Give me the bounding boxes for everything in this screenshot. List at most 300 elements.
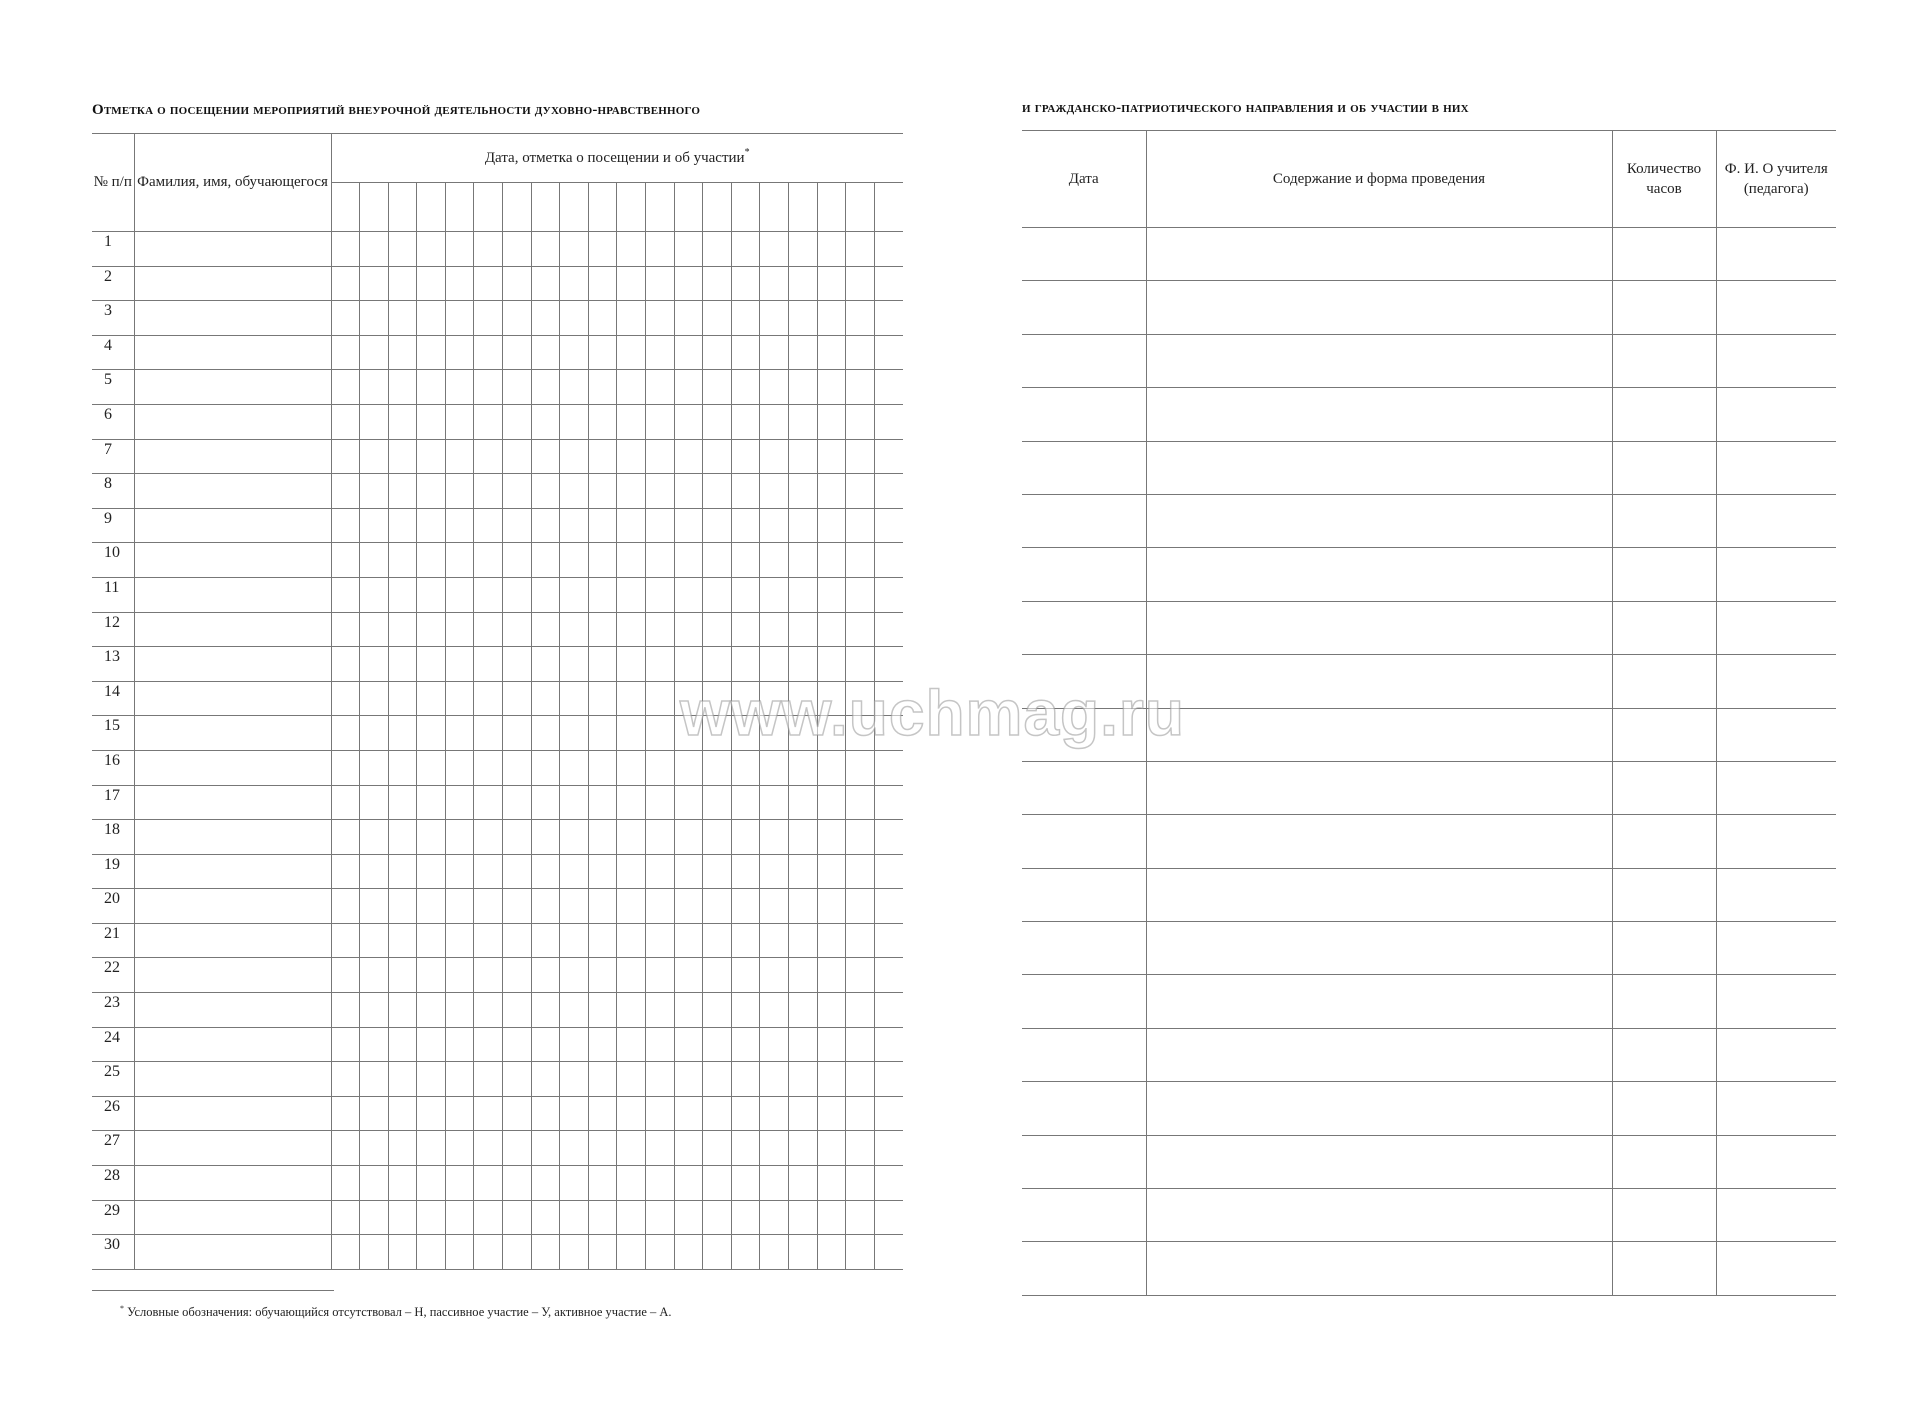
attendance-mark-cell[interactable] <box>846 1062 875 1097</box>
attendance-mark-cell[interactable] <box>503 681 532 716</box>
student-name-cell[interactable] <box>134 647 331 682</box>
student-name-cell[interactable] <box>134 612 331 647</box>
attendance-mark-cell[interactable] <box>874 439 903 474</box>
teacher-cell[interactable] <box>1716 1028 1836 1081</box>
date-cell[interactable] <box>1022 494 1146 547</box>
attendance-mark-cell[interactable] <box>674 889 703 924</box>
student-name-cell[interactable] <box>134 889 331 924</box>
attendance-mark-cell[interactable] <box>531 1235 560 1270</box>
attendance-mark-cell[interactable] <box>731 232 760 267</box>
attendance-mark-cell[interactable] <box>531 958 560 993</box>
attendance-mark-cell[interactable] <box>874 1027 903 1062</box>
attendance-mark-cell[interactable] <box>817 681 846 716</box>
attendance-mark-cell[interactable] <box>674 1131 703 1166</box>
attendance-mark-cell[interactable] <box>674 647 703 682</box>
attendance-mark-cell[interactable] <box>646 577 675 612</box>
attendance-mark-cell[interactable] <box>646 681 675 716</box>
attendance-mark-cell[interactable] <box>360 750 389 785</box>
date-cell[interactable] <box>1022 1082 1146 1135</box>
attendance-mark-cell[interactable] <box>874 404 903 439</box>
attendance-mark-cell[interactable] <box>646 1062 675 1097</box>
content-cell[interactable] <box>1146 761 1612 814</box>
attendance-mark-cell[interactable] <box>874 543 903 578</box>
attendance-mark-cell[interactable] <box>331 232 360 267</box>
attendance-mark-cell[interactable] <box>360 854 389 889</box>
attendance-mark-cell[interactable] <box>760 750 789 785</box>
attendance-mark-cell[interactable] <box>531 404 560 439</box>
attendance-mark-cell[interactable] <box>331 1200 360 1235</box>
attendance-mark-cell[interactable] <box>445 439 474 474</box>
attendance-mark-cell[interactable] <box>388 1096 417 1131</box>
attendance-mark-cell[interactable] <box>731 1166 760 1201</box>
attendance-mark-cell[interactable] <box>703 785 732 820</box>
attendance-mark-cell[interactable] <box>388 335 417 370</box>
attendance-mark-cell[interactable] <box>617 923 646 958</box>
attendance-mark-cell[interactable] <box>588 889 617 924</box>
attendance-mark-cell[interactable] <box>874 612 903 647</box>
attendance-mark-cell[interactable] <box>388 750 417 785</box>
attendance-mark-cell[interactable] <box>789 1062 818 1097</box>
attendance-mark-cell[interactable] <box>331 1062 360 1097</box>
attendance-mark-cell[interactable] <box>560 232 589 267</box>
attendance-mark-cell[interactable] <box>874 508 903 543</box>
student-name-cell[interactable] <box>134 854 331 889</box>
attendance-mark-cell[interactable] <box>588 301 617 336</box>
attendance-mark-cell[interactable] <box>503 1166 532 1201</box>
attendance-mark-cell[interactable] <box>531 474 560 509</box>
date-cell[interactable] <box>1022 708 1146 761</box>
attendance-mark-cell[interactable] <box>588 474 617 509</box>
attendance-mark-cell[interactable] <box>674 993 703 1028</box>
attendance-mark-cell[interactable] <box>531 577 560 612</box>
attendance-mark-cell[interactable] <box>674 301 703 336</box>
attendance-mark-cell[interactable] <box>617 543 646 578</box>
attendance-mark-cell[interactable] <box>703 439 732 474</box>
teacher-cell[interactable] <box>1716 228 1836 281</box>
attendance-mark-cell[interactable] <box>560 301 589 336</box>
attendance-mark-cell[interactable] <box>388 577 417 612</box>
attendance-mark-cell[interactable] <box>474 854 503 889</box>
attendance-mark-cell[interactable] <box>588 266 617 301</box>
attendance-mark-cell[interactable] <box>646 370 675 405</box>
attendance-mark-cell[interactable] <box>789 820 818 855</box>
attendance-mark-cell[interactable] <box>646 335 675 370</box>
date-cell[interactable] <box>1022 228 1146 281</box>
attendance-mark-cell[interactable] <box>331 820 360 855</box>
attendance-mark-cell[interactable] <box>760 404 789 439</box>
attendance-mark-cell[interactable] <box>874 820 903 855</box>
attendance-mark-cell[interactable] <box>703 1166 732 1201</box>
attendance-mark-cell[interactable] <box>674 439 703 474</box>
attendance-mark-cell[interactable] <box>331 612 360 647</box>
attendance-mark-cell[interactable] <box>731 439 760 474</box>
attendance-mark-cell[interactable] <box>445 1166 474 1201</box>
attendance-mark-cell[interactable] <box>503 820 532 855</box>
attendance-mark-cell[interactable] <box>817 474 846 509</box>
attendance-mark-cell[interactable] <box>789 612 818 647</box>
attendance-mark-cell[interactable] <box>331 785 360 820</box>
attendance-mark-cell[interactable] <box>760 232 789 267</box>
attendance-mark-cell[interactable] <box>588 1027 617 1062</box>
attendance-mark-cell[interactable] <box>646 508 675 543</box>
attendance-mark-cell[interactable] <box>674 923 703 958</box>
attendance-mark-cell[interactable] <box>360 1131 389 1166</box>
attendance-mark-cell[interactable] <box>503 474 532 509</box>
attendance-mark-cell[interactable] <box>703 647 732 682</box>
attendance-mark-cell[interactable] <box>817 993 846 1028</box>
attendance-mark-cell[interactable] <box>846 370 875 405</box>
attendance-mark-cell[interactable] <box>503 716 532 751</box>
teacher-cell[interactable] <box>1716 1135 1836 1188</box>
attendance-mark-cell[interactable] <box>474 820 503 855</box>
attendance-mark-cell[interactable] <box>789 1166 818 1201</box>
attendance-mark-cell[interactable] <box>445 854 474 889</box>
attendance-mark-cell[interactable] <box>560 1027 589 1062</box>
hours-cell[interactable] <box>1612 815 1716 868</box>
date-cell[interactable] <box>1022 1242 1146 1295</box>
attendance-mark-cell[interactable] <box>789 1235 818 1270</box>
attendance-mark-cell[interactable] <box>617 1062 646 1097</box>
attendance-mark-cell[interactable] <box>503 543 532 578</box>
attendance-mark-cell[interactable] <box>503 577 532 612</box>
attendance-mark-cell[interactable] <box>360 993 389 1028</box>
student-name-cell[interactable] <box>134 1166 331 1201</box>
attendance-mark-cell[interactable] <box>388 1200 417 1235</box>
attendance-mark-cell[interactable] <box>674 474 703 509</box>
attendance-mark-cell[interactable] <box>674 612 703 647</box>
student-name-cell[interactable] <box>134 370 331 405</box>
attendance-mark-cell[interactable] <box>846 923 875 958</box>
content-cell[interactable] <box>1146 494 1612 547</box>
attendance-mark-cell[interactable] <box>703 508 732 543</box>
teacher-cell[interactable] <box>1716 815 1836 868</box>
attendance-mark-cell[interactable] <box>360 439 389 474</box>
attendance-mark-cell[interactable] <box>846 232 875 267</box>
attendance-mark-cell[interactable] <box>445 1235 474 1270</box>
teacher-cell[interactable] <box>1716 334 1836 387</box>
attendance-mark-cell[interactable] <box>731 681 760 716</box>
attendance-mark-cell[interactable] <box>617 439 646 474</box>
attendance-mark-cell[interactable] <box>846 543 875 578</box>
attendance-mark-cell[interactable] <box>331 1235 360 1270</box>
attendance-mark-cell[interactable] <box>846 820 875 855</box>
student-name-cell[interactable] <box>134 301 331 336</box>
attendance-mark-cell[interactable] <box>474 404 503 439</box>
attendance-mark-cell[interactable] <box>531 1096 560 1131</box>
attendance-mark-cell[interactable] <box>817 301 846 336</box>
attendance-mark-cell[interactable] <box>588 370 617 405</box>
attendance-mark-cell[interactable] <box>789 370 818 405</box>
attendance-mark-cell[interactable] <box>760 508 789 543</box>
attendance-mark-cell[interactable] <box>646 1235 675 1270</box>
attendance-mark-cell[interactable] <box>360 474 389 509</box>
attendance-mark-cell[interactable] <box>388 1166 417 1201</box>
attendance-mark-cell[interactable] <box>331 993 360 1028</box>
attendance-mark-cell[interactable] <box>817 404 846 439</box>
date-cell[interactable] <box>1022 655 1146 708</box>
attendance-mark-cell[interactable] <box>731 1235 760 1270</box>
hours-cell[interactable] <box>1612 761 1716 814</box>
attendance-mark-cell[interactable] <box>760 681 789 716</box>
attendance-mark-cell[interactable] <box>360 923 389 958</box>
attendance-mark-cell[interactable] <box>531 1200 560 1235</box>
attendance-mark-cell[interactable] <box>531 543 560 578</box>
attendance-mark-cell[interactable] <box>531 266 560 301</box>
attendance-mark-cell[interactable] <box>417 958 446 993</box>
attendance-mark-cell[interactable] <box>417 1200 446 1235</box>
attendance-mark-cell[interactable] <box>817 750 846 785</box>
attendance-mark-cell[interactable] <box>760 958 789 993</box>
date-cell[interactable] <box>1022 334 1146 387</box>
attendance-mark-cell[interactable] <box>817 508 846 543</box>
student-name-cell[interactable] <box>134 335 331 370</box>
attendance-mark-cell[interactable] <box>789 577 818 612</box>
hours-cell[interactable] <box>1612 922 1716 975</box>
attendance-mark-cell[interactable] <box>360 370 389 405</box>
attendance-mark-cell[interactable] <box>360 889 389 924</box>
attendance-mark-cell[interactable] <box>760 370 789 405</box>
attendance-mark-cell[interactable] <box>388 993 417 1028</box>
attendance-mark-cell[interactable] <box>388 266 417 301</box>
attendance-mark-cell[interactable] <box>674 508 703 543</box>
attendance-mark-cell[interactable] <box>617 1027 646 1062</box>
attendance-mark-cell[interactable] <box>474 612 503 647</box>
attendance-mark-cell[interactable] <box>846 1131 875 1166</box>
attendance-mark-cell[interactable] <box>646 820 675 855</box>
attendance-mark-cell[interactable] <box>588 1062 617 1097</box>
attendance-mark-cell[interactable] <box>474 301 503 336</box>
attendance-mark-cell[interactable] <box>874 923 903 958</box>
hours-cell[interactable] <box>1612 1082 1716 1135</box>
attendance-mark-cell[interactable] <box>474 785 503 820</box>
attendance-mark-cell[interactable] <box>874 750 903 785</box>
attendance-mark-cell[interactable] <box>531 1062 560 1097</box>
attendance-mark-cell[interactable] <box>531 612 560 647</box>
attendance-mark-cell[interactable] <box>846 266 875 301</box>
attendance-mark-cell[interactable] <box>646 889 675 924</box>
attendance-mark-cell[interactable] <box>331 1027 360 1062</box>
student-name-cell[interactable] <box>134 716 331 751</box>
attendance-mark-cell[interactable] <box>731 335 760 370</box>
attendance-mark-cell[interactable] <box>445 889 474 924</box>
attendance-mark-cell[interactable] <box>846 1200 875 1235</box>
attendance-mark-cell[interactable] <box>617 958 646 993</box>
attendance-mark-cell[interactable] <box>731 474 760 509</box>
attendance-mark-cell[interactable] <box>588 612 617 647</box>
attendance-mark-cell[interactable] <box>789 543 818 578</box>
attendance-mark-cell[interactable] <box>874 889 903 924</box>
attendance-mark-cell[interactable] <box>360 681 389 716</box>
attendance-mark-cell[interactable] <box>474 1131 503 1166</box>
content-cell[interactable] <box>1146 1028 1612 1081</box>
date-cell[interactable] <box>1022 1189 1146 1242</box>
attendance-mark-cell[interactable] <box>646 1027 675 1062</box>
attendance-mark-cell[interactable] <box>846 1235 875 1270</box>
attendance-mark-cell[interactable] <box>760 612 789 647</box>
attendance-mark-cell[interactable] <box>531 647 560 682</box>
attendance-mark-cell[interactable] <box>789 647 818 682</box>
attendance-mark-cell[interactable] <box>474 993 503 1028</box>
attendance-mark-cell[interactable] <box>674 1235 703 1270</box>
attendance-mark-cell[interactable] <box>531 854 560 889</box>
date-cell[interactable] <box>1022 548 1146 601</box>
attendance-mark-cell[interactable] <box>588 335 617 370</box>
attendance-mark-cell[interactable] <box>474 1062 503 1097</box>
attendance-mark-cell[interactable] <box>789 716 818 751</box>
attendance-mark-cell[interactable] <box>560 1235 589 1270</box>
attendance-mark-cell[interactable] <box>846 716 875 751</box>
attendance-mark-cell[interactable] <box>874 335 903 370</box>
content-cell[interactable] <box>1146 281 1612 334</box>
teacher-cell[interactable] <box>1716 975 1836 1028</box>
attendance-mark-cell[interactable] <box>474 543 503 578</box>
attendance-mark-cell[interactable] <box>703 232 732 267</box>
attendance-mark-cell[interactable] <box>617 1200 646 1235</box>
attendance-mark-cell[interactable] <box>417 543 446 578</box>
content-cell[interactable] <box>1146 1082 1612 1135</box>
attendance-mark-cell[interactable] <box>388 889 417 924</box>
attendance-mark-cell[interactable] <box>874 1131 903 1166</box>
attendance-mark-cell[interactable] <box>617 889 646 924</box>
attendance-mark-cell[interactable] <box>674 854 703 889</box>
attendance-mark-cell[interactable] <box>531 716 560 751</box>
attendance-mark-cell[interactable] <box>874 647 903 682</box>
student-name-cell[interactable] <box>134 820 331 855</box>
attendance-mark-cell[interactable] <box>588 750 617 785</box>
student-name-cell[interactable] <box>134 232 331 267</box>
attendance-mark-cell[interactable] <box>588 854 617 889</box>
date-cell[interactable] <box>1022 601 1146 654</box>
attendance-mark-cell[interactable] <box>531 820 560 855</box>
attendance-mark-cell[interactable] <box>588 404 617 439</box>
attendance-mark-cell[interactable] <box>388 232 417 267</box>
attendance-mark-cell[interactable] <box>817 647 846 682</box>
content-cell[interactable] <box>1146 334 1612 387</box>
hours-cell[interactable] <box>1612 655 1716 708</box>
date-cell[interactable] <box>1022 975 1146 1028</box>
teacher-cell[interactable] <box>1716 388 1836 441</box>
attendance-mark-cell[interactable] <box>388 474 417 509</box>
attendance-mark-cell[interactable] <box>445 1131 474 1166</box>
attendance-mark-cell[interactable] <box>646 1166 675 1201</box>
attendance-mark-cell[interactable] <box>560 1062 589 1097</box>
attendance-mark-cell[interactable] <box>731 266 760 301</box>
content-cell[interactable] <box>1146 922 1612 975</box>
attendance-mark-cell[interactable] <box>703 335 732 370</box>
hours-cell[interactable] <box>1612 334 1716 387</box>
student-name-cell[interactable] <box>134 404 331 439</box>
attendance-mark-cell[interactable] <box>789 1131 818 1166</box>
student-name-cell[interactable] <box>134 923 331 958</box>
teacher-cell[interactable] <box>1716 601 1836 654</box>
attendance-mark-cell[interactable] <box>789 993 818 1028</box>
attendance-mark-cell[interactable] <box>588 820 617 855</box>
attendance-mark-cell[interactable] <box>331 1166 360 1201</box>
hours-cell[interactable] <box>1612 441 1716 494</box>
attendance-mark-cell[interactable] <box>731 889 760 924</box>
attendance-mark-cell[interactable] <box>417 750 446 785</box>
attendance-mark-cell[interactable] <box>331 750 360 785</box>
student-name-cell[interactable] <box>134 1096 331 1131</box>
content-cell[interactable] <box>1146 1189 1612 1242</box>
attendance-mark-cell[interactable] <box>646 750 675 785</box>
attendance-mark-cell[interactable] <box>731 1200 760 1235</box>
attendance-mark-cell[interactable] <box>417 1062 446 1097</box>
attendance-mark-cell[interactable] <box>417 993 446 1028</box>
attendance-mark-cell[interactable] <box>703 750 732 785</box>
attendance-mark-cell[interactable] <box>417 1096 446 1131</box>
attendance-mark-cell[interactable] <box>445 266 474 301</box>
attendance-mark-cell[interactable] <box>817 958 846 993</box>
attendance-mark-cell[interactable] <box>360 404 389 439</box>
attendance-mark-cell[interactable] <box>789 923 818 958</box>
attendance-mark-cell[interactable] <box>474 958 503 993</box>
attendance-mark-cell[interactable] <box>474 1027 503 1062</box>
teacher-cell[interactable] <box>1716 281 1836 334</box>
attendance-mark-cell[interactable] <box>846 301 875 336</box>
attendance-mark-cell[interactable] <box>331 508 360 543</box>
attendance-mark-cell[interactable] <box>846 647 875 682</box>
attendance-mark-cell[interactable] <box>817 820 846 855</box>
attendance-mark-cell[interactable] <box>703 993 732 1028</box>
attendance-mark-cell[interactable] <box>331 543 360 578</box>
attendance-mark-cell[interactable] <box>445 232 474 267</box>
attendance-mark-cell[interactable] <box>360 612 389 647</box>
attendance-mark-cell[interactable] <box>445 1062 474 1097</box>
attendance-mark-cell[interactable] <box>789 232 818 267</box>
attendance-mark-cell[interactable] <box>331 404 360 439</box>
attendance-mark-cell[interactable] <box>731 750 760 785</box>
date-cell[interactable] <box>1022 388 1146 441</box>
attendance-mark-cell[interactable] <box>846 404 875 439</box>
teacher-cell[interactable] <box>1716 655 1836 708</box>
attendance-mark-cell[interactable] <box>445 958 474 993</box>
attendance-mark-cell[interactable] <box>503 1096 532 1131</box>
student-name-cell[interactable] <box>134 474 331 509</box>
attendance-mark-cell[interactable] <box>474 508 503 543</box>
attendance-mark-cell[interactable] <box>731 301 760 336</box>
attendance-mark-cell[interactable] <box>703 474 732 509</box>
attendance-mark-cell[interactable] <box>417 301 446 336</box>
teacher-cell[interactable] <box>1716 761 1836 814</box>
attendance-mark-cell[interactable] <box>617 785 646 820</box>
attendance-mark-cell[interactable] <box>388 370 417 405</box>
attendance-mark-cell[interactable] <box>417 370 446 405</box>
attendance-mark-cell[interactable] <box>331 577 360 612</box>
attendance-mark-cell[interactable] <box>789 1027 818 1062</box>
attendance-mark-cell[interactable] <box>703 681 732 716</box>
attendance-mark-cell[interactable] <box>560 266 589 301</box>
attendance-mark-cell[interactable] <box>474 1200 503 1235</box>
attendance-mark-cell[interactable] <box>617 854 646 889</box>
attendance-mark-cell[interactable] <box>617 370 646 405</box>
attendance-mark-cell[interactable] <box>646 958 675 993</box>
attendance-mark-cell[interactable] <box>646 232 675 267</box>
attendance-mark-cell[interactable] <box>331 474 360 509</box>
attendance-mark-cell[interactable] <box>331 370 360 405</box>
attendance-mark-cell[interactable] <box>474 474 503 509</box>
attendance-mark-cell[interactable] <box>417 508 446 543</box>
attendance-mark-cell[interactable] <box>474 439 503 474</box>
content-cell[interactable] <box>1146 868 1612 921</box>
attendance-mark-cell[interactable] <box>846 1027 875 1062</box>
attendance-mark-cell[interactable] <box>731 543 760 578</box>
attendance-mark-cell[interactable] <box>503 232 532 267</box>
student-name-cell[interactable] <box>134 681 331 716</box>
attendance-mark-cell[interactable] <box>417 335 446 370</box>
attendance-mark-cell[interactable] <box>703 1200 732 1235</box>
attendance-mark-cell[interactable] <box>503 750 532 785</box>
